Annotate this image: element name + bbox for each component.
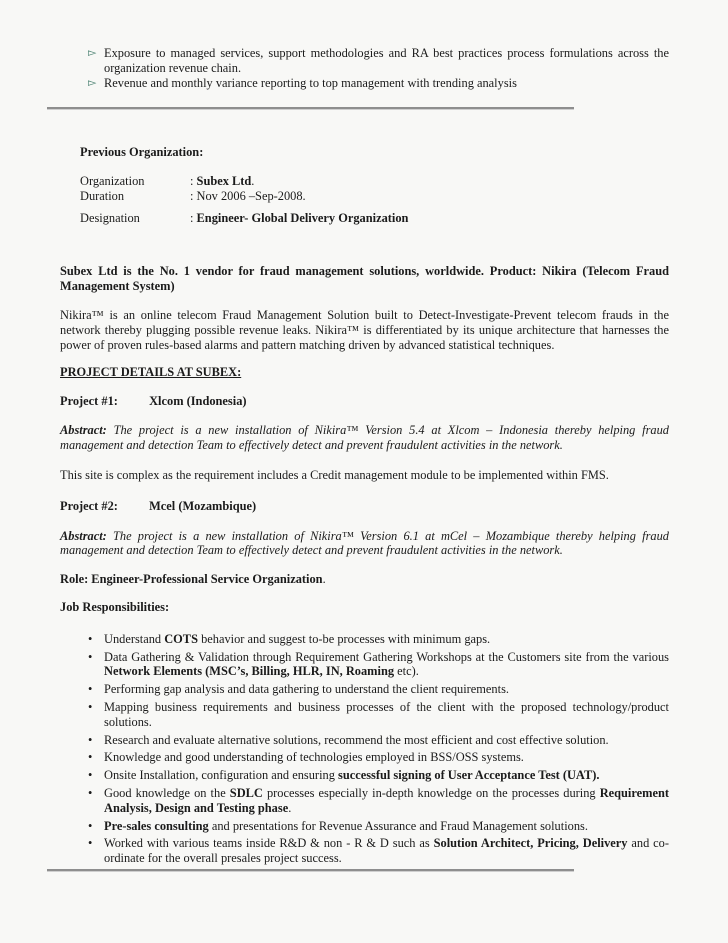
project-1-label: Project #1: — [60, 393, 118, 408]
dot-bullet-icon: • — [88, 682, 93, 697]
project-1-abstract: Abstract: The project is a new installation of Nikira™ Version 5.4 at Xlcom – Indonesia thereby helping fraud management and detection Team to effectively detect and prevent fraudulent activities in the network. — [60, 423, 669, 453]
job-list-item — [88, 682, 669, 697]
job-item-text: Onsite Installation, configuration and ensuring successful signing of User Acceptance Test (UAT). — [104, 768, 600, 783]
job-item-text: Performing gap analysis and data gathering to understand the client requirements. — [104, 682, 509, 697]
dot-bullet-icon: • — [88, 699, 93, 714]
intro-bullet-item — [88, 76, 669, 91]
dot-bullet-icon: • — [88, 836, 93, 851]
job-item-text: Mapping business requirements and business processes of the client with the proposed technology/product solutions. — [104, 699, 669, 729]
designation-row-value: : Engineer- Global Delivery Organization — [190, 210, 409, 225]
job-responsibilities-list — [60, 632, 669, 866]
previous-organization-heading: Previous Organization: — [80, 145, 204, 160]
job-item-text: Research and evaluate alternative solutions, recommend the most efficient and cost effective solution. — [104, 732, 609, 747]
arrow-bullet-icon: ▻ — [88, 46, 97, 59]
site-complexity-note: This site is complex as the requirement includes a Credit management module to be implemented within FMS. — [60, 467, 609, 482]
project-2-title — [60, 499, 669, 514]
project-details-heading: PROJECT DETAILS AT SUBEX: — [60, 364, 242, 379]
job-item-text: Worked with various teams inside R&D & non - R & D such as Solution Architect, Pricing, Delivery and co-ordinate for the overall presales project success. — [104, 836, 669, 866]
organization-detail-rows — [80, 174, 669, 226]
job-item-text: Knowledge and good understanding of technologies employed in BSS/OSS systems. — [104, 750, 524, 765]
designation-row-label: Designation — [80, 210, 140, 225]
project-1-title — [60, 394, 669, 409]
duration-row-label: Duration — [80, 189, 125, 204]
job-list-item — [88, 700, 669, 730]
dot-bullet-icon: • — [88, 785, 93, 800]
duration-row — [80, 189, 669, 204]
dot-bullet-icon: • — [88, 750, 93, 765]
project-2-name: Mcel (Mozambique) — [149, 498, 257, 513]
job-list-item — [88, 768, 669, 783]
role-line: Role: Engineer-Professional Service Organization. — [60, 572, 326, 587]
arrow-bullet-icon: ▻ — [88, 75, 97, 89]
project-1-name: Xlcom (Indonesia) — [149, 393, 247, 408]
job-list-item — [88, 733, 669, 748]
section-divider-top — [47, 107, 574, 110]
subex-intro-paragraph: Subex Ltd is the No. 1 vendor for fraud management solutions, worldwide. Product: Nikira (Telecom Fraud Management System) — [60, 263, 669, 293]
project-2-abstract: Abstract: The project is a new installation of Nikira™ Version 6.1 at mCel – Mozambique thereby helping fraud management and detection Team to effectively detect and prevent fraudulent activities in the network. — [60, 528, 669, 558]
dot-bullet-icon: • — [88, 732, 93, 747]
job-list-item — [88, 786, 669, 816]
section-divider-bottom — [47, 869, 574, 872]
job-item-text: Understand COTS behavior and suggest to-be processes with minimum gaps. — [104, 631, 491, 646]
dot-bullet-icon: • — [88, 649, 93, 664]
organization-row-label: Organization — [80, 174, 145, 189]
job-item-text: Pre-sales consulting and presentations for Revenue Assurance and Fraud Management solutions. — [104, 818, 588, 833]
project-2-label: Project #2: — [60, 498, 118, 513]
designation-row — [80, 211, 669, 226]
job-list-item — [88, 650, 669, 680]
intro-bullet-item — [88, 46, 669, 76]
job-item-text: Good knowledge on the SDLC processes especially in-depth knowledge on the processes during Requirement Analysis, Design and Testing phase. — [104, 785, 669, 815]
dot-bullet-icon: • — [88, 818, 93, 833]
job-responsibilities-heading: Job Responsibilities: — [60, 599, 170, 614]
job-list-item — [88, 750, 669, 765]
job-list-item — [88, 819, 669, 834]
intro-bullet-text: Revenue and monthly variance reporting to top management with trending analysis — [104, 75, 517, 90]
job-item-text: Data Gathering & Validation through Requirement Gathering Workshops at the Customers site from the various Network Elements (MSC’s, Billing, HLR, IN, Roaming etc). — [104, 649, 669, 679]
organization-row — [80, 174, 669, 189]
job-list-item — [88, 632, 669, 647]
job-list-item — [88, 836, 669, 866]
intro-bullet-text: Exposure to managed services, support methodologies and RA best practices process formulations across the organization revenue chain. — [104, 46, 669, 75]
duration-row-value: : Nov 2006 –Sep-2008. — [190, 189, 306, 204]
organization-row-value: : Subex Ltd. — [190, 174, 255, 189]
intro-bullet-list — [60, 46, 669, 90]
dot-bullet-icon: • — [88, 631, 93, 646]
dot-bullet-icon: • — [88, 768, 93, 783]
nikira-description-paragraph: Nikira™ is an online telecom Fraud Management Solution built to Detect-Investigate-Prevent telecom frauds in the network thereby plugging possible revenue leaks. Nikira™ is differentiated by its unique architecture that harnesses the power of proven rules-based alarms and pattern matching driven by advanced statistical techniques. — [60, 308, 669, 352]
